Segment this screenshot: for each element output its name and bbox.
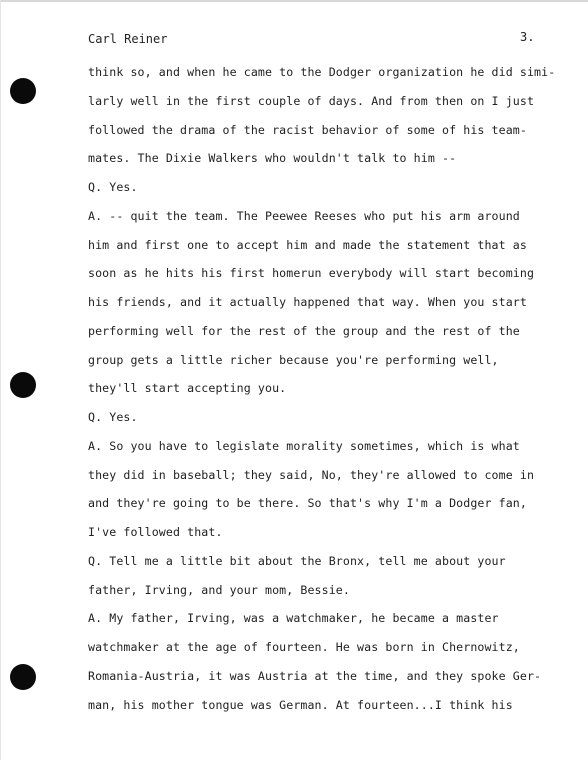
transcript-line: Q. Tell me a little bit about the Bronx, tell me about your	[88, 553, 506, 568]
transcript-line: and they're going to be there. So that's why I'm a Dodger fan,	[88, 496, 527, 511]
transcript-line: Q. Yes.	[88, 180, 138, 194]
header-speaker-name: Carl Reiner	[88, 32, 168, 46]
transcript-line: think so, and when he came to the Dodger organization he did simi-	[88, 65, 556, 79]
punch-hole-bottom	[10, 664, 36, 690]
transcript-line: A. -- quit the team. The Peewee Reeses who put his arm around	[88, 208, 520, 223]
transcript-line: performing well for the rest of the group and the rest of the	[88, 323, 520, 338]
transcript-line: him and first one to accept him and made the statement that as	[88, 237, 527, 252]
page-left-edge	[0, 0, 1, 760]
transcript-line: watchmaker at the age of fourteen. He was born in Chernowitz,	[88, 640, 520, 654]
punch-hole-top	[10, 78, 36, 104]
transcript-line: they did in baseball; they said, No, they're allowed to come in	[88, 467, 535, 482]
transcript-line: A. My father, Irving, was a watchmaker, he became a master	[88, 611, 499, 626]
transcript-line: father, Irving, and your mom, Bessie.	[88, 582, 350, 597]
transcript-line: I've followed that.	[88, 525, 223, 539]
transcript-line: mates. The Dixie Walkers who wouldn't talk to him --	[88, 151, 457, 166]
transcript-body	[88, 58, 556, 719]
transcript-line: group gets a little richer because you're performing well,	[88, 352, 499, 367]
transcript-line: they'll start accepting you.	[88, 381, 287, 396]
punch-hole-middle	[10, 372, 36, 398]
transcript-line: larly well in the first couple of days. And from then on I just	[88, 93, 535, 108]
transcript-line: Q. Yes.	[88, 410, 138, 424]
page-number: 3.	[520, 30, 535, 44]
page-top-edge	[0, 0, 588, 2]
transcript-line: followed the drama of the racist behavior of some of his team-	[88, 122, 527, 137]
transcript-line: Romania-Austria, it was Austria at the time, and they spoke Ger-	[88, 668, 542, 683]
transcript-line: his friends, and it actually happened that way. When you start	[88, 295, 527, 309]
transcript-line: A. So you have to legislate morality sometimes, which is what	[88, 438, 520, 453]
transcript-line: man, his mother tongue was German. At fourteen...I think his	[88, 697, 513, 712]
transcript-line: soon as he hits his first homerun everybody will start becoming	[88, 266, 535, 281]
